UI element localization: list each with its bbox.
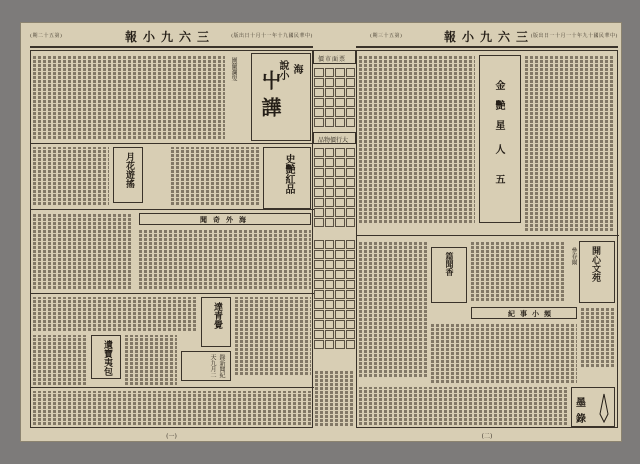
right-date-line: (版出日一十月一十年九十國民華中) (530, 33, 618, 39)
text-block-bottom-left (33, 335, 87, 385)
left-folio: (一) (166, 433, 177, 440)
right-issue-number: (期三十五第) (370, 33, 403, 39)
text-block-right-lower-left (359, 241, 427, 377)
price-table-top (314, 68, 355, 127)
serial-author: 園蘭瀾叟 (230, 57, 237, 81)
right-folio: (二) (481, 433, 493, 440)
price-strip-header (313, 50, 356, 64)
price-strip-title: 價市面票 (318, 56, 347, 63)
left-page (30, 22, 313, 442)
yangqing-title: 達青覺 (212, 302, 222, 329)
record-title: 錄 (576, 414, 586, 425)
overseas-news-title: 聞奇外海 (200, 215, 252, 224)
xiangwen-box (431, 247, 467, 303)
text-block-lower-right (235, 297, 311, 375)
overseas-news-header (139, 213, 311, 225)
left-content-frame (30, 50, 313, 428)
price-notes (315, 370, 354, 426)
rule (357, 235, 619, 236)
price-table-bottom (314, 240, 355, 349)
yangqing-box (201, 297, 231, 347)
ink-record-box (571, 387, 615, 427)
serial-novel-sub: 海 (291, 64, 302, 74)
red-history-box (263, 147, 311, 209)
right-masthead (356, 28, 618, 48)
left-issue-number: (期二十五第) (30, 33, 63, 39)
text-block-right-column (581, 307, 615, 367)
text-block-xiangwen (471, 241, 565, 301)
heart-column-sub: 參春爾 (570, 247, 577, 265)
market-price-strip (313, 50, 356, 430)
gold-label: 金 (493, 80, 504, 90)
flower-moon-box (113, 147, 143, 203)
text-block-footer (33, 391, 311, 425)
ink-title: 墨 (576, 398, 586, 409)
rule (31, 387, 314, 388)
newspaper-sheet (20, 22, 622, 442)
text-block-small-news (431, 323, 577, 383)
star-label: 星 (493, 120, 504, 130)
small-news-header (471, 307, 577, 319)
text-block-lower-left (33, 297, 197, 331)
rule (31, 209, 314, 210)
flower-moon-title: 月花遊搖 (124, 152, 134, 188)
baoyi-title: 遺寶夷包 (102, 340, 112, 376)
price-strip-subtitle: 品物價行大 (318, 137, 349, 144)
serial-novel-box (251, 53, 311, 141)
fifteen-label: 五 (493, 174, 504, 184)
gold-star-feature-box (479, 55, 521, 223)
people-label: 人 (493, 144, 504, 154)
jin-label: 艷 (493, 100, 504, 110)
rule (31, 293, 314, 294)
left-masthead (30, 28, 313, 48)
price-table-middle (314, 148, 355, 227)
right-content-frame (356, 50, 618, 428)
serial-novel-label: 說小 (277, 60, 288, 80)
right-masthead-title: 報小九六三 (444, 30, 535, 44)
price-strip-subheader (313, 132, 356, 144)
small-news-title: 紀事小頻 (508, 309, 556, 318)
xiangwen-title: 篇聞香 (445, 252, 455, 276)
text-block-left-column (33, 213, 133, 289)
news-record-box (181, 351, 231, 381)
text-block-right-footer (359, 387, 567, 425)
right-page (356, 22, 618, 442)
baoyi-box (91, 335, 121, 379)
news-record-title: 錄新聞紀天九月二 (209, 354, 225, 378)
text-block-bottom-mid (125, 335, 177, 385)
handwritten-title: 屮 譁 (258, 70, 282, 117)
heart-column-box (579, 241, 615, 303)
text-block-top (33, 55, 225, 139)
text-block-right-top (525, 55, 615, 231)
left-date-line: (版出日十月十一年十九國民華中) (231, 33, 313, 39)
text-block-mid-left (33, 147, 109, 205)
heart-column-title: 開心文苑 (590, 246, 600, 282)
text-block-overseas (139, 229, 311, 289)
pen-brush-icon (596, 392, 612, 424)
text-block-mid-right (171, 147, 259, 205)
text-block-right-left-top (359, 55, 475, 223)
red-history-title: 史艷紅品 (283, 154, 294, 194)
rule (31, 143, 314, 144)
left-masthead-title: 報小九六三 (125, 30, 216, 44)
